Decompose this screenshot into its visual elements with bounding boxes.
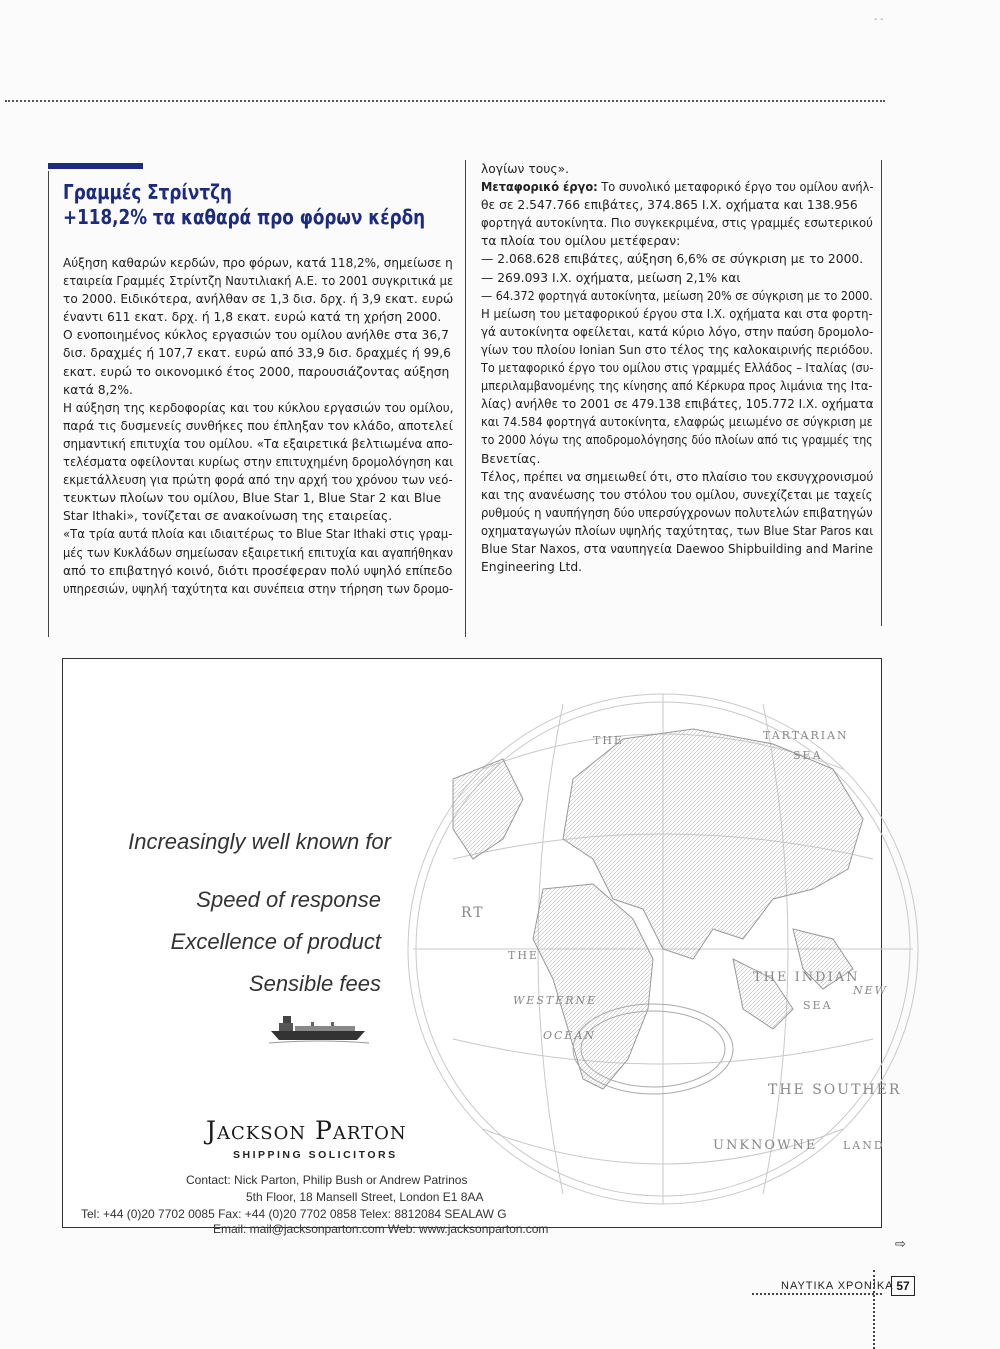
text-line: τελέσματα οφείλονται κυρίως στην επιτυχημένη δρομολόγηση και — [63, 455, 454, 470]
ad-feature-fees: Sensible fees — [248, 971, 381, 996]
map-label: OCEAN — [543, 1029, 597, 1042]
ad-feature-speed: Speed of response — [196, 887, 381, 912]
map-label: TARTARIAN — [763, 729, 849, 742]
column-rule-middle — [465, 160, 466, 637]
map-label: SEA — [803, 999, 833, 1012]
text-line: Ο ενοποιημένος κύκλος εργασιών του ομίλου ανήλθε στα 36,7 — [63, 328, 449, 343]
world-map-illustration — [393, 659, 902, 1227]
text-line: Τέλος, πρέπει να σημειωθεί ότι, στο πλαίσιο του εκσυγχρονισμού — [481, 469, 874, 484]
map-label: NEW — [853, 984, 888, 997]
text-line: — 269.093 Ι.Χ. οχήματα, μείωση 2,1% και — [481, 270, 741, 285]
map-label: LAND — [843, 1139, 885, 1152]
text-line: γά αυτοκίνητα οφείλεται, κατά κύριο λόγο, στην παύση δρομολο- — [481, 324, 874, 339]
headline-line-1: Γραμμές Στρίντζη — [63, 180, 232, 204]
article-column-left — [63, 254, 453, 598]
page-number: 57 — [891, 1276, 915, 1296]
map-label: WESTERNE — [513, 994, 598, 1007]
text-line: γίων του πλοίου Ionian Sun στο τέλος της καλοκαιρινής περιόδου. — [481, 342, 874, 357]
text-line — [481, 178, 874, 196]
article-accent-bar — [48, 163, 143, 169]
text-line: κατά 8,2%. — [63, 382, 133, 397]
text-line: λογίων τους». — [481, 162, 570, 176]
map-label: SEA — [793, 749, 823, 762]
text-line: — 2.068.628 επιβάτες, αύξηση 6,6% σε σύγκριση με το 2000. — [481, 252, 864, 267]
text-line: Blue Star Naxos, στα ναυπηγεία Daewoo Shipbuilding and Marine — [481, 541, 873, 556]
publication-name: ΝΑΥΤΙΚΑ ΧΡΟΝΙΚΑ — [781, 1280, 894, 1292]
section-lead-rest: Το συνολικό μεταφορικό έργο του ομίλου ανήλ- — [597, 180, 874, 195]
map-label: THE INDIAN — [753, 970, 860, 985]
text-line: Αύξηση καθαρών κερδών, προ φόρων, κατά 118,2%, σημείωσε η — [63, 256, 453, 270]
text-line: το 2000. Ειδικότερα, ανήλθαν σε 1,3 δισ. δρχ. ή 3,9 εκατ. ευρώ — [63, 292, 454, 307]
text-line: θε σε 2.547.766 επιβάτες, 374.865 Ι.Χ. οχήματα και 138.956 — [481, 198, 858, 213]
text-line: Βενετίας. — [481, 451, 541, 466]
text-line: Η μείωση του μεταφορικού έργου στα Ι.Χ. οχήματα και στα φορτη- — [481, 306, 873, 321]
text-line: Το μεταφορικό έργο του ομίλου στις γραμμές Ελλάδος – Ιταλίας (συ- — [481, 361, 874, 376]
text-line: — 64.372 φορτηγά αυτοκίνητα, μείωση 20% σε σύγκριση με το 2000. — [481, 288, 873, 303]
footer-rule — [752, 1293, 882, 1295]
text-line: ρυθμούς η ναυπήγηση δύο υπερσύγχρονων πολυτελών επιβατηγών — [481, 505, 873, 520]
text-line: λίας) ανήλθε το 2001 σε 479.138 επιβάτες, 105.772 Ι.Χ. οχήματα — [481, 397, 874, 412]
text-line: φορτηγά αυτοκίνητα. Πιο συγκεκριμένα, στις γραμμές εσωτερικού — [481, 216, 873, 231]
corner-mark: ‐ ‐ — [874, 14, 884, 25]
address-line: 5th Floor, 18 Mansell Street, London E1 8AA — [246, 1190, 484, 1204]
column-rule-left — [48, 171, 49, 637]
phone-line: Tel: +44 (0)20 7702 0085 Fax: +44 (0)20 7702 0858 Telex: 8812084 SEALAW G — [81, 1207, 507, 1221]
text-line: τα πλοία του ομίλου μετέφεραν: — [481, 234, 681, 249]
footer-vertical-rule — [873, 1270, 875, 1349]
text-line: μπεριλαμβανομένης της κίνησης από Κέρκυρα προς λιμάνια της Ιτα- — [481, 379, 873, 394]
text-line: σημαντική επιτυχία του ομίλου. «Τα εξαιρετικά βελτιωμένα απο- — [63, 436, 453, 451]
map-label: UNKNOWNE — [713, 1138, 818, 1153]
text-line: παρά τις δυσμενείς συνθήκες που έπληξαν τον κλάδο, αποτελεί — [63, 418, 453, 433]
text-line: Engineering Ltd. — [481, 560, 583, 575]
ship-icon — [269, 1007, 369, 1047]
email-web-line: Email: mail@jacksonparton.com Web: www.jacksonparton.com — [213, 1222, 549, 1236]
text-line: δισ. δραχμές ή 107,7 εκατ. ευρώ από 33,9 δισ. δραχμές ή 99,6 — [63, 346, 451, 361]
ad-tagline: Increasingly well known for — [128, 829, 391, 854]
text-line: Η αύξηση της κερδοφορίας και του κύκλου εργασιών του ομίλου, — [63, 400, 454, 415]
text-line: έναντι 611 εκατ. δρχ. ή 1,8 εκατ. ευρώ κατά τη χρήση 2000. — [63, 310, 442, 325]
company-name — [206, 1116, 407, 1145]
map-label: THE SOUTHER — [768, 1082, 902, 1098]
map-label: THE — [593, 734, 624, 747]
section-lead: Μεταφορικό έργο: — [481, 180, 598, 195]
contact-line: Contact: Nick Parton, Philip Bush or Andrew Patrinos — [186, 1173, 468, 1187]
text-line: μές των Κυκλάδων σημείωσαν εξαιρετική επιτυχία και αγαπήθηκαν — [63, 545, 454, 560]
text-line: Star Ithaki», τονίζεται σε ανακοίνωση της εταιρείας. — [63, 509, 393, 524]
advertisement — [62, 658, 902, 1236]
text-line: από το επιβατηγό κοινό, διότι προσέφεραν πολύ υψηλό επίπεδο — [63, 563, 453, 578]
text-line: «Τα τρία αυτά πλοία και ιδιαιτέρως το Blue Star Ithaki στις γραμ- — [63, 527, 453, 542]
map-label: RT — [461, 905, 485, 921]
article-headline — [63, 180, 426, 230]
text-line: και της ανανέωσης του στόλου του ομίλου, συνεχίζεται με ταχείς — [481, 487, 873, 502]
text-line: και 74.584 φορτηγά αυτοκίνητα, ελαφρώς μειωμένο σε σύγκριση με — [481, 415, 873, 430]
text-line: εκατ. ευρώ το οικονομικό έτος 2000, παρουσιάζοντας αύξηση — [63, 364, 450, 379]
next-page-arrow-icon: ⇨ — [895, 1236, 906, 1251]
ad-feature-excellence: Excellence of product — [170, 929, 381, 954]
text-line: εταιρεία Γραμμές Στρίντζη Ναυτιλιακή Α.Ε. το 2001 συγκριτικά με — [63, 274, 454, 289]
map-label: THE — [508, 949, 539, 962]
text-line: τευκτων πλοίων του ομίλου, Blue Star 1, Blue Star 2 και Blue — [63, 491, 442, 506]
company-subtitle: SHIPPING SOLICITORS — [233, 1149, 398, 1161]
text-line: οχηματαγωγών πλοίων υψηλής ταχύτητας, των Blue Star Paros και — [481, 523, 874, 538]
article-column-right — [481, 160, 876, 576]
text-line: υπηρεσιών, υψηλή ταχύτητα και συνέπεια στην τήρηση των δρομο- — [63, 581, 454, 596]
column-rule-right — [881, 160, 882, 626]
text-line: το 2000 λόγω της αποδρομολόγησης δύο πλοίων από τις γραμμές της — [481, 433, 873, 448]
headline-line-2: +118,2% τα καθαρά προ φόρων κέρδη — [63, 205, 426, 229]
top-dotted-rule — [5, 100, 885, 102]
company-name-text: Jackson Parton — [206, 1116, 407, 1145]
text-line: εκμετάλλευση για πρώτη φορά από την αρχή του χρόνου των νεό- — [63, 473, 453, 488]
